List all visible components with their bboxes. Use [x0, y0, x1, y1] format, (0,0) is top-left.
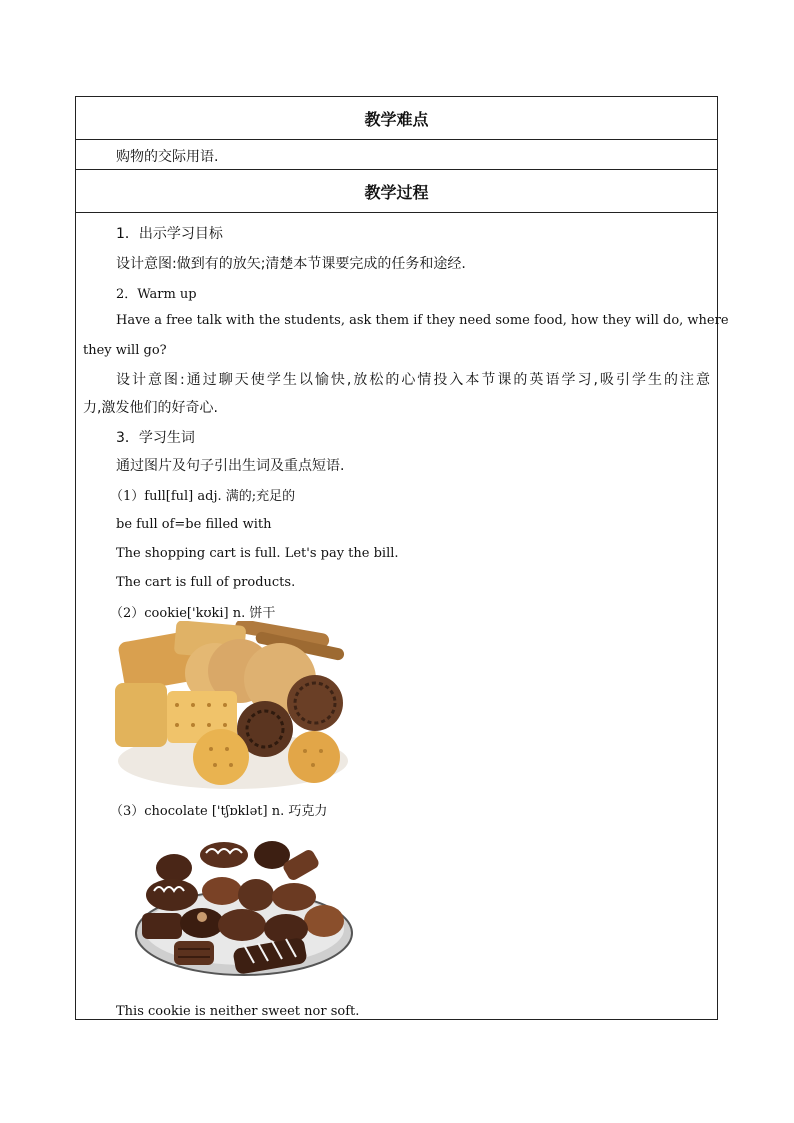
lesson-table: [75, 96, 729, 1020]
vocab-full-entry: （1）full[ful] adj. 满的;充足的: [110, 489, 296, 504]
difficulty-row: [76, 140, 717, 170]
step2-intent2: 力,激发他们的好奇心.: [83, 400, 218, 416]
chocolates-photo: [134, 833, 354, 985]
vocab-full-phrase: be full of=be filled with: [116, 517, 272, 532]
process-body: [76, 213, 729, 1019]
step2-line1: Have a free talk with the students, ask them if they need some food, how they will do, where: [116, 313, 729, 328]
step3-intro: 通过图片及句子引出生词及重点短语.: [116, 458, 345, 474]
vocab-chocolate-entry: （3）chocolate ['tʃɒklət] n. 巧克力: [110, 804, 328, 819]
vocab-full-example1: The shopping cart is full. Let's pay the bill.: [116, 546, 399, 561]
step2-line2: they will go?: [83, 343, 167, 358]
difficulty-content: 购物的交际用语.: [116, 149, 219, 165]
vocab-full-example2: The cart is full of products.: [116, 575, 296, 590]
cookies-photo: [115, 621, 352, 789]
vocab-cookie-example: This cookie is neither sweet nor soft.: [116, 1004, 360, 1019]
section-title-difficulty: 教学难点: [76, 97, 717, 140]
step1-title: 1．出示学习目标: [116, 226, 223, 242]
step1-intent: 设计意图:做到有的放矢;清楚本节课要完成的任务和途经.: [116, 256, 466, 272]
step2-title: 2．Warm up: [116, 287, 197, 302]
vocab-cookie-entry: （2）cookie['kʊki] n. 饼干: [110, 606, 276, 621]
step2-intent1: 设计意图:通过聊天使学生以愉快,放松的心情投入本节课的英语学习,吸引学生的注意: [116, 372, 710, 388]
section-title-process: 教学过程: [76, 170, 717, 213]
step3-title: 3．学习生词: [116, 430, 195, 446]
